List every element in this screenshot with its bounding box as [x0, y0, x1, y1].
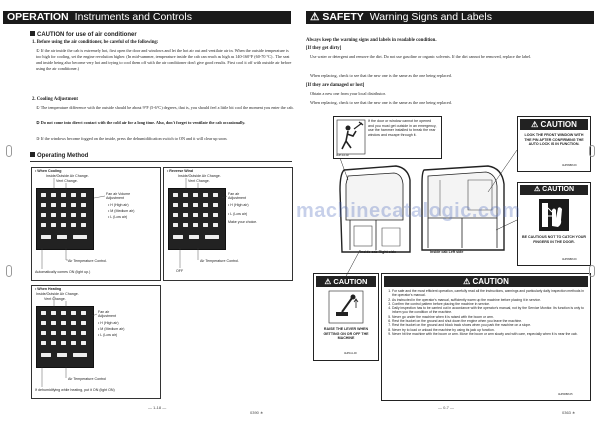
caution-item: 4. Daily inspection has to be carried out in accordance with the operator's manual, not by the Service Monitor. Its function is only to inform you the condition of the machine. — [392, 306, 586, 315]
section-heading-operating — [30, 152, 88, 159]
caution-general-code: 4HP9088-05 — [558, 393, 573, 396]
caution-header: ⚠ CAUTION — [520, 185, 588, 195]
fan-label-1: Fan air — [228, 192, 240, 196]
binder-hole — [589, 145, 595, 157]
left-page-number: — 1-18 — — [148, 405, 167, 410]
reverse-label-vent: Vent Change. — [188, 179, 210, 183]
caution-word: CAUTION — [540, 120, 577, 129]
cab-left-caption: Inside cab Left side — [430, 250, 464, 254]
cooling-label-air-change: Inside/Outside Air Change. — [46, 174, 89, 178]
reverse-wind-diagram — [163, 167, 293, 281]
caution-header: ⚠ CAUTION — [384, 276, 588, 287]
reverse-temp: Air Temperature Control. — [200, 259, 240, 263]
reverse-leader-lines — [164, 168, 292, 280]
section-heading-caution — [30, 31, 137, 38]
cooling-label-vent: Vent Change. — [56, 179, 78, 183]
reverse-h: • H (High air) — [228, 203, 249, 207]
caution-item: 1. For safe and the most efficient operation, carefully read all the instructions, warnings and particularly daily inspection methods in the operator's manual. — [392, 289, 586, 298]
heating-note: If dehumidifying while heating, put it ON (light ON) — [35, 388, 115, 392]
heating-temp: Air Temperature Control — [68, 377, 107, 381]
caution-word: CAUTION — [472, 277, 509, 286]
caution-item: 7. Rest the bucket on the ground and block track shoes when you park the machine on a slope. — [392, 323, 586, 327]
caution-header: ⚠ CAUTION — [316, 276, 376, 287]
reverse-off: OFF — [176, 269, 184, 273]
caution-word: CAUTION — [333, 277, 368, 286]
reverse-title: • Reverse Wind — [167, 169, 193, 173]
reverse-l: • L (Low air) — [228, 212, 248, 216]
caution-front-window-code: 4HP9988-09 — [562, 164, 577, 167]
binder-hole — [6, 145, 12, 157]
dirty-title: [If they get dirty] — [306, 46, 342, 51]
heating-leader-lines — [32, 286, 160, 398]
caution-item: 2. As instructed in the operator's manual, sufficiently warm up the machine before placing it in service. — [392, 298, 586, 302]
caution-lever-text: RAISE THE LEVER WHEN GETTING ON OR OFF THE MACHINE — [323, 327, 369, 341]
left-page-code: 0390 ∗ — [250, 410, 264, 415]
heating-m: • M (Medium air) — [98, 327, 125, 331]
caution-door-code: 4HP9988-09 — [562, 258, 577, 261]
binder-hole — [589, 265, 595, 277]
reverse-label-air-change: Inside/Outside Air Change. — [178, 174, 221, 178]
caution-door-text: BE CAUTIOUS NOT TO CATCH YOUR FINGERS IN THE DOOR. — [522, 235, 586, 244]
cooling-m: • M (Medium air) — [108, 209, 135, 213]
heating-diagram — [31, 285, 161, 399]
item2-title: 2. Cooling Adjustment — [32, 97, 78, 102]
cooling-auto: Automatically comes ON (light up.) — [35, 270, 91, 274]
item2-text-c: ③ If the windows become fogged on the inside, press the dehumidification switch to ON and it will clear up soon. — [36, 136, 228, 141]
caution-general-list — [384, 289, 586, 336]
right-intro: Always keep the warning signs and labels in readable condition. — [306, 38, 437, 43]
heating-l: • L (Low air) — [98, 333, 118, 337]
right-page-number: — 0-7 — — [438, 405, 455, 410]
right-page-header — [306, 11, 594, 24]
watermark-text: machinecatalogic.com — [296, 200, 521, 222]
caution-label-general — [381, 273, 591, 401]
reverse-choice: Make your choice. — [228, 220, 258, 224]
caution-lever-code: 4HP111-00 — [344, 352, 357, 355]
dirty-text-1: Use water or detergent and remove the dirt. Do not use gasoline or organic solvents. If the dirt cannot be removed, replace the label. — [310, 54, 532, 59]
cooling-l: • L (Low air) — [108, 215, 128, 219]
cab-right-caption: Inside cab Right side — [360, 250, 396, 254]
left-page-header — [3, 11, 291, 24]
caution-item: 5. Never go under the machine when it is raised with the boom or arm. — [392, 315, 586, 319]
section-heading-text: CAUTION for use of air conditioner — [37, 32, 137, 38]
right-page-code: 0363 ∗ — [562, 410, 576, 415]
heating-h: • H (High air) — [98, 321, 119, 325]
cooling-diagram — [31, 167, 161, 281]
heating-label-vent: Vent Change. — [44, 297, 66, 301]
item2-text-a: ① The temperature difference with the outside should be about 9°F (5-6°C) degrees, that is, you should feel a little bit cool the moment you enter the cab. — [36, 105, 294, 110]
cooling-h: • H (High air) — [108, 203, 129, 207]
emergency-exit-text: If the door or window cannot be opened and you must get outside in an emergency, use the hammer installed to break the rear window and escape through it. — [368, 119, 437, 137]
header-section-label: ⚠ SAFETY — [310, 11, 364, 23]
item1-title: 1. Before using the air conditioner, be careful of the following: — [32, 40, 159, 45]
caution-item: 8. Never try to load or unload the machine by using its jack up function. — [392, 328, 586, 332]
fan-label-2: Adjustment — [106, 196, 124, 201]
fan-label-1: Fan air Volume — [106, 192, 131, 196]
cooling-title: • When Cooling — [35, 169, 62, 173]
header-title: Warning Signs and Labels — [369, 11, 492, 23]
damaged-title: [If they are damaged or lost] — [306, 83, 365, 88]
fan-label-2: Adjustment — [98, 314, 116, 319]
heating-title: • When Heating — [35, 287, 62, 291]
caution-header: ⚠ CAUTION — [520, 119, 588, 130]
fan-label-2: Adjustment — [228, 196, 246, 201]
caution-front-window-text: LOOK THE FRONT WINDOW WITH THE PIN AFTER CONFIRMING THE AUTO LOCK IS IN FUNCTION. — [524, 133, 584, 147]
item2-text-b: ② Do not come into direct contact with the cold air for a long time. Also, don't forget to ventilate the cab occasionally. — [36, 120, 246, 125]
fan-label-1: Fan air — [98, 310, 110, 314]
heating-label-air-change: Inside/Outside Air Change. — [36, 292, 79, 296]
caution-item: 9. Never hit the machine with the boom or arm. Move the boom or arm slowly and with care, especially when it is near the cab. — [392, 332, 586, 336]
caution-label-raise-lever — [313, 273, 379, 361]
caution-word: CAUTION — [542, 186, 575, 193]
lever-icon — [328, 290, 364, 324]
binder-hole — [6, 265, 12, 277]
header-title: Instruments and Controls — [74, 11, 192, 23]
section-heading-text: Operating Method — [37, 153, 89, 159]
caution-item: 6. Rest the bucket on the ground and shut down the engine when you leave the machine. — [392, 319, 586, 323]
cooling-leader-lines — [32, 168, 160, 280]
damaged-text-2: When replacing, check to see that the new one is the same as the one being replaced. — [310, 100, 452, 105]
cooling-temp: Air Temperature Control. — [68, 259, 108, 263]
caution-item: 3. Confirm the control pattern before placing the machine in service. — [392, 302, 586, 306]
header-section-label: OPERATION — [7, 11, 69, 23]
item1-text: ① If the air inside the cab is extremely hot, first open the door and windows and let the hot air out and ventilate air in. When the outside temperature is too high for cooling, set the engine revolution higher. (In mid-summer, temperature inside the cab can reach as high as 140-160°F (60-70 °C) . The seat and inside being also become very hot and trying to cool them off with the air conditioner don't give good results. First cool it off with outside air before using the air conditioner.) — [36, 48, 292, 71]
dirty-text-2: When replacing, check to see that the new one is the same as the one being replaced. — [310, 73, 452, 78]
emergency-exit-code: 4HP-1A-92 — [336, 154, 349, 157]
damaged-text-1: Obtain a new one from your local distributor. — [310, 91, 386, 96]
rule-line — [30, 161, 292, 162]
